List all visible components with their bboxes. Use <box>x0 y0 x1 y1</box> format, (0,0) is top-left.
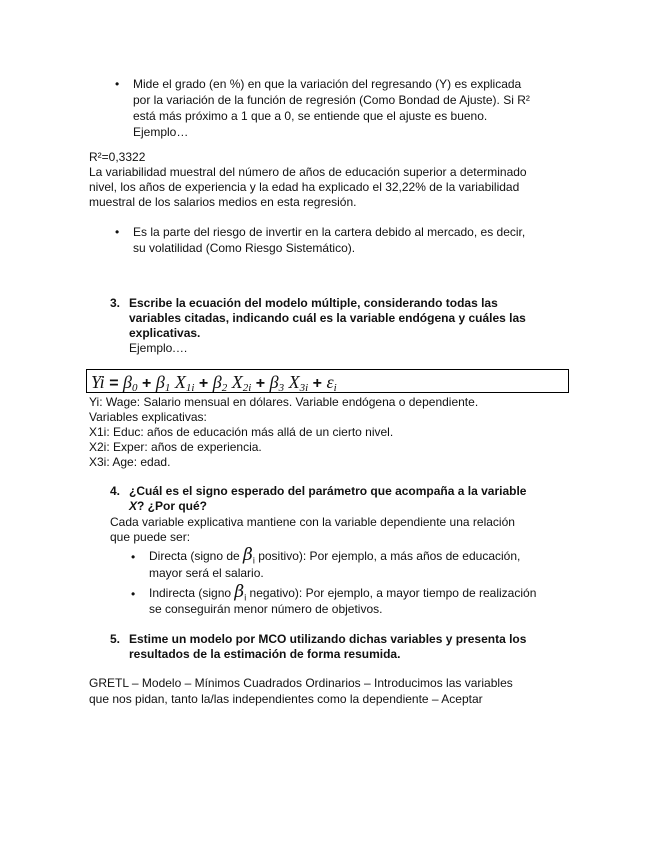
beta-i-sub: i <box>244 592 247 603</box>
eq-x2-sub: 2i <box>242 382 252 394</box>
eq-equals: = <box>109 375 119 392</box>
risk-bullet-line-2: su volatilidad (Como Riesgo Sistemático). <box>133 241 356 255</box>
q4-indirect-after: negativo): Por ejemplo, a mayor tiempo de realización <box>246 586 537 600</box>
bullet-dot: • <box>131 587 136 601</box>
q3-title-line-1: Escribe la ecuación del modelo múltiple, considerando todas las <box>129 296 498 310</box>
q3-number: 3. <box>110 296 121 310</box>
r2-bullet-line-2: por la variación de la función de regresión (Como Bondad de Ajuste). Si R² <box>133 93 530 107</box>
q3-title-line-3: explicativas. <box>129 326 201 340</box>
q5-title-line-2: resultados de la estimación de forma resumida. <box>129 647 401 661</box>
q4-title-rest: ? ¿Por qué? <box>137 499 208 513</box>
q5-number: 5. <box>110 632 121 646</box>
eq-beta1-sub: 1 <box>164 382 171 394</box>
q4-indirect-line-2: se conseguirán menor número de objetivos. <box>149 602 383 616</box>
q4-direct-line-2: mayor será el salario. <box>149 566 264 580</box>
risk-bullet-line-1: Es la parte del riesgo de invertir en la cartera debido al mercado, es decir, <box>133 225 526 239</box>
eq-beta3: β <box>269 372 279 392</box>
definition-yi: Yi: Wage: Salario mensual en dólares. Variable endógena o dependiente. <box>89 395 479 409</box>
r2-bullet-line-4: Ejemplo… <box>133 125 189 139</box>
eq-epsilon: ε <box>326 372 334 392</box>
r2-bullet-line-1: Mide el grado (en %) en que la variación del regresando (Y) es explicada <box>133 77 522 91</box>
eq-x3-sub: 3i <box>299 382 309 394</box>
eq-x3: X <box>288 372 300 392</box>
q4-title-line-2 <box>129 499 207 514</box>
q4-direct-before: Directa (signo de <box>149 549 244 563</box>
eq-plus: + <box>255 375 266 392</box>
beta-i-symbol: β <box>243 545 253 565</box>
equation-box <box>86 369 569 393</box>
eq-beta0: β <box>123 372 132 392</box>
r2-paragraph-line-2: nivel, los años de experiencia y la edad ha explicado el 32,22% de la variabilidad <box>89 180 520 194</box>
bullet-dot: • <box>115 225 120 239</box>
definition-x3i: X3i: Age: edad. <box>89 455 171 469</box>
definition-x1i: X1i: Educ: años de educación más allá de un cierto nivel. <box>89 425 394 439</box>
r2-paragraph-line-3: muestral de los salarios medios en esta regresión. <box>89 195 357 209</box>
eq-beta0-sub: 0 <box>132 382 138 394</box>
definition-explicativas: Variables explicativas: <box>89 410 207 424</box>
q4-indirect-before: Indirecta (signo <box>149 586 235 600</box>
r2-bullet-line-3: está más próximo a 1 que a 0, se entiende que el ajuste es bueno. <box>133 109 488 123</box>
q4-direct-after: positivo): Por ejemplo, a más años de educación, <box>254 549 521 563</box>
eq-plus: + <box>142 375 152 392</box>
bullet-dot: • <box>131 550 136 564</box>
q3-example: Ejemplo.… <box>129 341 188 355</box>
q4-title-line-1: ¿Cuál es el signo esperado del parámetro que acompaña a la variable <box>129 484 527 498</box>
eq-x1: X <box>174 372 186 392</box>
bullet-dot: • <box>115 77 120 91</box>
gretl-line-1: GRETL – Modelo – Mínimos Cuadrados Ordinarios – Introducimos las variables <box>89 676 513 690</box>
q4-title-var: X <box>129 499 138 513</box>
eq-plus: + <box>312 375 322 392</box>
eq-plus: + <box>198 375 209 392</box>
eq-beta3-sub: 3 <box>278 382 285 394</box>
eq-lhs: Yi <box>91 372 105 392</box>
r2-value: R²=0,3322 <box>89 150 146 164</box>
beta-i-symbol: β <box>234 582 245 602</box>
eq-beta2: β <box>212 372 222 392</box>
eq-epsilon-sub: i <box>333 382 337 394</box>
q4-intro-line-1: Cada variable explicativa mantiene con la variable dependiente una relación <box>110 515 515 529</box>
eq-beta2-sub: 2 <box>221 382 228 394</box>
gretl-line-2: que nos pidan, tanto la/las independientes como la dependiente – Aceptar <box>89 692 483 706</box>
q4-intro-line-2: que puede ser: <box>110 530 191 544</box>
eq-beta1: β <box>155 372 165 392</box>
q4-number: 4. <box>110 484 121 498</box>
q3-title-line-2: variables citadas, indicando cuál es la variable endógena y cuáles las <box>129 311 526 325</box>
r2-paragraph-line-1: La variabilidad muestral del número de años de educación superior a determinado <box>89 165 527 179</box>
definition-x2i: X2i: Exper: años de experiencia. <box>89 440 262 454</box>
eq-x1-sub: 1i <box>185 382 195 394</box>
beta-i-sub: i <box>252 555 255 566</box>
eq-x2: X <box>231 372 243 392</box>
q5-title-line-1: Estime un modelo por MCO utilizando dichas variables y presenta los <box>129 632 527 646</box>
